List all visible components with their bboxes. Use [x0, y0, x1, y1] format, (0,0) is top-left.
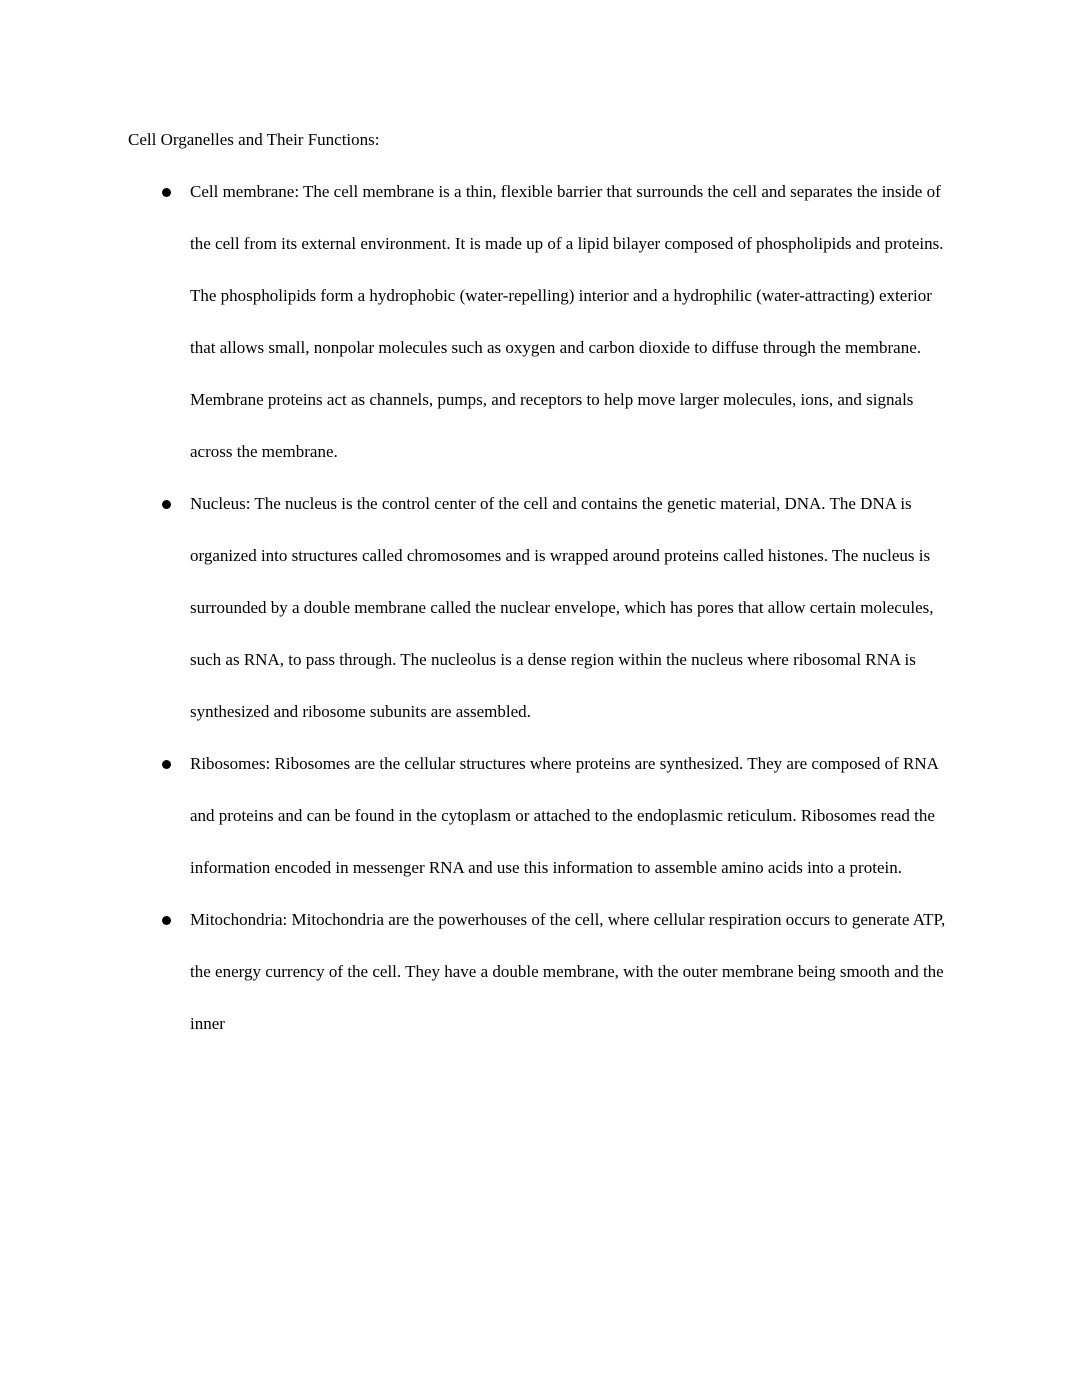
document-title: Cell Organelles and Their Functions:	[128, 130, 380, 149]
bullet-item-ribosomes: Ribosomes: Ribosomes are the cellular structures where proteins are synthesized. They are composed of RNA and proteins and can be found in the cytoplasm or attached to the endoplasmic reticulum. Ribosomes read the information encoded in messenger RNA and use this information to assemble amino acids into a protein.	[128, 738, 952, 894]
bullet-item-mitochondria: Mitochondria: Mitochondria are the powerhouses of the cell, where cellular respiration occurs to generate ATP, the energy currency of the cell. They have a double membrane, with the outer membrane being smooth and the inner	[128, 894, 952, 1050]
bullet-list	[128, 166, 952, 1050]
bullet-item-cell-membrane: Cell membrane: The cell membrane is a thin, flexible barrier that surrounds the cell and separates the inside of the cell from its external environment. It is made up of a lipid bilayer composed of phospholipids and proteins. The phospholipids form a hydrophobic (water-repelling) interior and a hydrophilic (water-attracting) exterior that allows small, nonpolar molecules such as oxygen and carbon dioxide to diffuse through the membrane. Membrane proteins act as channels, pumps, and receptors to help move larger molecules, ions, and signals across the membrane.	[128, 166, 952, 478]
bullet-item-nucleus: Nucleus: The nucleus is the control center of the cell and contains the genetic material, DNA. The DNA is organized into structures called chromosomes and is wrapped around proteins called histones. The nucleus is surrounded by a double membrane called the nuclear envelope, which has pores that allow certain molecules, such as RNA, to pass through. The nucleolus is a dense region within the nucleus where ribosomal RNA is synthesized and ribosome subunits are assembled.	[128, 478, 952, 738]
